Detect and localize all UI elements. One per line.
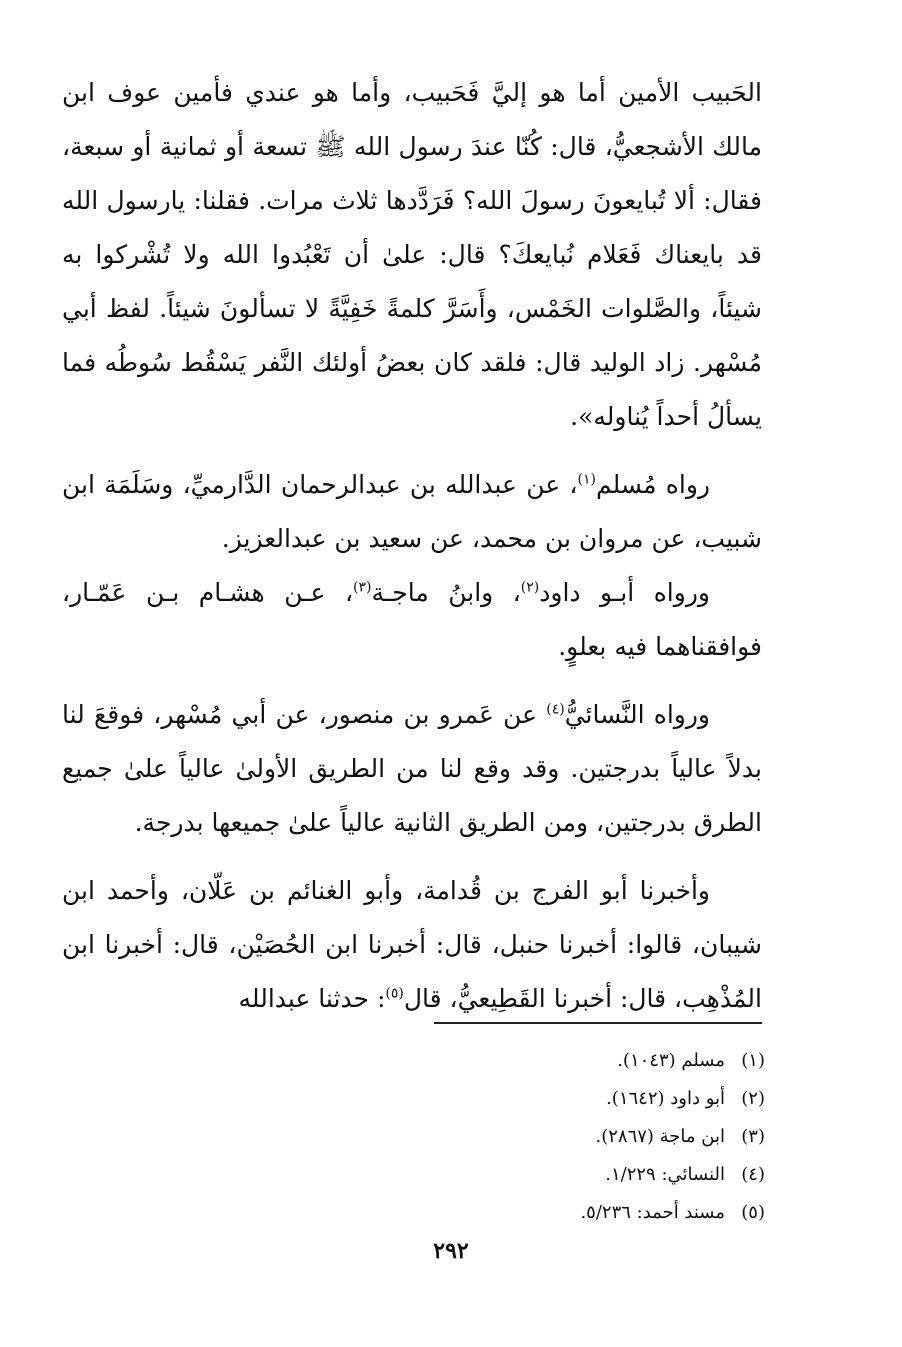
footnote-number: (٢): [741, 1088, 765, 1109]
footnote-number: (٥): [741, 1202, 765, 1223]
narration-nasai-paragraph: [62, 688, 762, 850]
chain-text: : حدثنا عبدالله: [238, 984, 386, 1013]
footnote-text: ابن ماجة (٢٨٦٧).: [595, 1126, 725, 1147]
footnote-number: (٤): [741, 1164, 765, 1185]
narration-text: رواه مُسلم: [595, 470, 710, 499]
hadith-paragraph: [62, 66, 762, 444]
footnotes: [300, 1042, 765, 1232]
narration-text: ورواه أبـو داود: [539, 578, 710, 607]
page-number: ٢٩٢: [433, 1238, 469, 1264]
chain-text: وأخبرنا أبو الفرج بن قُدامة، وأبو الغنائم بن عَلّان، وأحمد ابن شيبان، قالوا: أخبرنا حنبل، قال: أخبرنا ابن الحُصَيْن، قال: أخبرنا ابن المُذْهِب، قال: أخبرنا القَطِيعيُّ، قال: [62, 876, 762, 1013]
footnote-text: مسلم (١٠٤٣).: [617, 1050, 725, 1071]
footnote-text: النسائي: ١/٢٢٩.: [605, 1164, 725, 1185]
footnote-ref-3[interactable]: (٣): [353, 579, 372, 596]
footnote-item: [300, 1118, 765, 1156]
narration-abu-dawud-paragraph: [62, 566, 762, 674]
footnote-item: [300, 1194, 765, 1232]
footnote-item: [300, 1156, 765, 1194]
narration-text: ، عـن هشـام بـن عَمّـار، فوافقناهما فيه بعلوٍ.: [62, 578, 762, 661]
footnote-number: (١): [741, 1050, 765, 1071]
footnote-text: مسند أحمد: ٥/٢٣٦.: [580, 1202, 725, 1223]
footnote-ref-4[interactable]: (٤): [546, 701, 565, 718]
footnote-item: [300, 1080, 765, 1118]
narration-text: ورواه النَّسائيُّ: [564, 700, 710, 729]
narration-text: عن عَمرو بن منصور، عن أبي مُسْهر، فوقعَ لنا بدلاً عالياً بدرجتين. وقد وقع لنا من الطريق الأولىٰ عالياً علىٰ جميع الطرق بدرجتين، ومن الطريق الثانية عالياً علىٰ جميعها بدرجة.: [62, 700, 762, 837]
main-text: [62, 66, 762, 1026]
narration-muslim-paragraph: [62, 458, 762, 566]
footnote-text: أبو داود (١٦٤٢).: [606, 1088, 725, 1109]
footnote-ref-2[interactable]: (٢): [520, 579, 540, 596]
footnote-ref-5[interactable]: (٥): [385, 985, 404, 1002]
chain-paragraph: [62, 864, 762, 1026]
narration-text: ، وابنُ ماجـة: [371, 578, 521, 607]
footnote-divider: [434, 1022, 762, 1024]
footnote-item: [300, 1042, 765, 1080]
hadith-text: الحَبيب الأمين أما هو إليَّ فَحَبيب، وأما هو عندي فأمين عوف ابن مالك الأشجعيُّ، قال: كُنّا عندَ رسول الله ﷺ تسعة أو ثمانية أو سبعة، فقال: ألا تُبايعونَ رسولَ الله؟ فَرَدَّدها ثلاث مرات. فقلنا: يارسول الله قد بايعناك فَعَلام نُبايعكَ؟ قال: علىٰ أن تَعْبُدوا الله ولا تُشْركوا به شيئاً، والصَّلوات الخَمْس، وأَسَرَّ كلمةً خَفِيَّةً لا تسألونَ شيئاً. لفظ أبي مُسْهر. زاد الوليد قال: فلقد كان بعضُ أولئك النَّفر يَسْقُط سُوطُه فما يسألُ أحداً يُناوله».: [62, 78, 762, 431]
footnote-ref-1[interactable]: (١): [577, 471, 596, 488]
footnote-number: (٣): [741, 1126, 765, 1147]
narration-text: ، عن عبدالله بن عبدالرحمان الدَّارميِّ، وسَلَمَة ابن شبيب، عن مروان بن محمد، عن سعيد بن عبدالعزيز.: [62, 470, 762, 553]
